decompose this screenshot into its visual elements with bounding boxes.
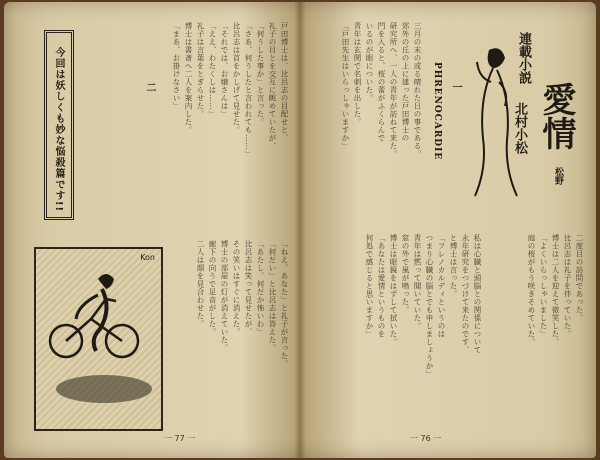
text-line: つまり心臓の脳とでも申しましょうか」 <box>425 234 434 378</box>
cyclist-illustration <box>34 247 163 431</box>
title-roman: PHRENOCARDIE <box>432 62 442 161</box>
cyclist-drawing <box>36 249 157 425</box>
text-line: 「フレノカルディというのは <box>437 234 446 338</box>
text-line: 窓の外で風が鳴った。 <box>401 234 410 314</box>
text-line: その笑いはすぐに消えた。 <box>232 240 241 336</box>
text-line: 郊外の丘の上に建った戸田博士の <box>401 22 410 142</box>
text-line: 「何だい」と比呂志は答えた。 <box>268 240 277 352</box>
magazine-spread <box>4 2 596 458</box>
text-line: 「まあ、お掛けなさい」 <box>172 22 181 110</box>
text-line: いるのが眼についた。 <box>365 22 374 102</box>
text-line: 博士は二人を迎えて微笑した。 <box>551 234 560 346</box>
right-section-number: 一 <box>450 82 461 92</box>
left-upper-column <box>94 22 289 227</box>
text-line: 青年は黙って聞いていた。 <box>413 234 422 330</box>
illustrator-name: 松野 <box>553 167 563 185</box>
left-page-number: 一 77 一 <box>164 434 196 443</box>
title-kicker: 連載小説 <box>516 32 531 84</box>
right-far-column <box>490 234 584 429</box>
text-line: 「あなたは愛情というものを <box>377 234 386 338</box>
text-line: と博士は言った。 <box>449 234 458 298</box>
text-line: 比呂志は首をかしげて見せた。 <box>232 22 241 134</box>
right-page-number: 一 76 一 <box>410 434 442 443</box>
text-line: 「それでは、お嬢さんは」 <box>220 22 229 118</box>
sidebar-box-text: 今回は妖しくも妙な悩殺篇です!! <box>53 47 64 213</box>
text-line: 「よくいらっしゃいました」 <box>539 234 548 338</box>
text-line: 何処で感じると思いますか」 <box>365 234 374 338</box>
right-lower-column <box>312 234 482 429</box>
left-lower-column <box>164 240 289 430</box>
text-line: 博士は書斎へ二人を案内した。 <box>184 22 193 134</box>
title-main: 愛情 <box>536 82 576 150</box>
text-line: 私は心臓と頭脳との関係について <box>473 234 482 354</box>
illustration-signature: Kon <box>140 253 155 262</box>
text-line: 博士の部屋の灯が消えていた。 <box>220 240 229 352</box>
text-line: 永年研究をつづけて来たのです、 <box>461 234 470 354</box>
text-line: 「何うした事か」と言った。 <box>256 22 265 126</box>
text-line: 青年は玄関で名刺を出した。 <box>353 22 362 126</box>
text-line: 廊下の向うで足音がした。 <box>208 240 217 336</box>
text-line: 「戸田先生はいらっしゃいますか」 <box>341 22 350 150</box>
text-line: 「ねえ、あなた」と礼子が言った。 <box>280 240 289 368</box>
text-line: 三月の末の或る晴れた日の事である。 <box>413 22 422 158</box>
text-line: 礼子は言葉をとぎらせた。 <box>196 22 205 118</box>
text-line: 比呂志は礼子を伴っていた。 <box>563 234 572 338</box>
text-line: 「ええ、わたくしは……」 <box>208 22 217 118</box>
left-page <box>4 2 300 458</box>
right-upper-column <box>312 22 422 227</box>
text-line: 博士は眼鏡をはずして拭いた。 <box>389 234 398 346</box>
text-line: 庭の桜がもう咲きそめていた。 <box>527 234 536 346</box>
sidebar-box <box>44 30 74 220</box>
text-line: 比呂志は笑って見せたが、 <box>244 240 253 336</box>
text-line: 礼子の目とを交互に眺めていたが、 <box>268 22 277 150</box>
text-line: 二人は顔を見合わせた。 <box>196 240 205 328</box>
text-line: 戸田博士は、比呂志の目配せと、 <box>280 22 289 142</box>
text-line: 「さあ、何うしたと言われても……」 <box>244 22 253 158</box>
text-line: 二度目の訪問であった。 <box>575 234 584 322</box>
text-line: 研究所へ、一人の青年が訪ねて来た。 <box>389 22 398 158</box>
text-line: 「あたし、何だか怖いわ」 <box>256 240 265 336</box>
right-page <box>300 2 596 458</box>
text-line: 門を入ると、桜の蕾がふくらんで <box>377 22 386 142</box>
author-name: 北村小松 <box>512 102 527 154</box>
left-section-number: 二 <box>144 82 155 92</box>
